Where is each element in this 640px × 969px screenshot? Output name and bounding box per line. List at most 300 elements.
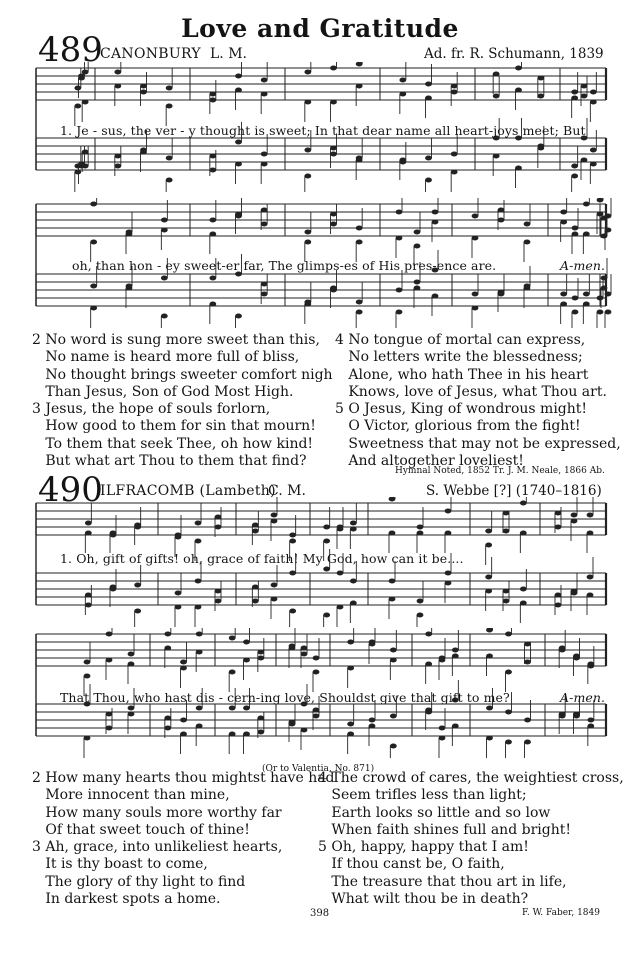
note-head (180, 732, 187, 737)
note-head (140, 84, 147, 89)
note-head (601, 286, 608, 291)
note-head (229, 670, 236, 675)
note-head (243, 732, 250, 737)
note-head (520, 601, 527, 606)
note-head (85, 531, 92, 536)
note-head (486, 736, 493, 741)
note-head (417, 531, 424, 536)
note-head (559, 646, 566, 651)
note-head (571, 90, 578, 95)
note-head (414, 280, 421, 285)
note-head (445, 581, 452, 586)
note-head (571, 513, 578, 518)
note-head (180, 718, 187, 723)
note-head (209, 168, 216, 173)
note-head (425, 632, 432, 637)
note-head (587, 662, 594, 667)
note-head (313, 670, 320, 675)
note-head (235, 140, 242, 145)
note-head (164, 726, 171, 731)
note-head (520, 501, 527, 506)
note-head (126, 232, 133, 237)
note-head (304, 302, 311, 307)
note-head (597, 310, 604, 315)
note-head (257, 730, 264, 735)
note-head (396, 288, 403, 293)
lyric-line-490-1: 1. Oh, gift of gifts! oh, grace of faith! My God, how can it be.... (60, 551, 464, 566)
note-head (85, 593, 92, 598)
note-head (134, 583, 141, 588)
note-head (524, 718, 531, 723)
note-head (195, 539, 202, 544)
note-head (261, 152, 268, 157)
note-head (590, 90, 597, 95)
note-head (271, 513, 278, 518)
note-head (166, 104, 173, 109)
note-head (128, 712, 135, 717)
page-title: Love and Gratitude (181, 14, 459, 43)
note-head (82, 100, 89, 105)
note-head (590, 100, 597, 105)
note-head (590, 148, 597, 153)
note-head (498, 290, 505, 295)
note-head (106, 712, 113, 717)
hymn-number-490: 490 (38, 470, 103, 510)
note-head (486, 628, 493, 633)
note-head (126, 286, 133, 291)
note-head (581, 84, 588, 89)
note-head (520, 531, 527, 536)
note-head (414, 244, 421, 249)
note-head (301, 646, 308, 651)
note-head (243, 706, 250, 711)
note-head (472, 292, 479, 297)
note-head (472, 236, 479, 241)
note-head (330, 222, 337, 227)
note-head (524, 740, 531, 745)
note-head (301, 728, 308, 733)
note-head (587, 724, 594, 729)
note-head (555, 525, 562, 530)
note-head (356, 62, 363, 67)
note-head (235, 162, 242, 167)
note-head (597, 212, 604, 217)
note-head (134, 523, 141, 528)
note-head (289, 646, 296, 651)
note-head (289, 609, 296, 614)
note-head (356, 300, 363, 305)
note-head (414, 286, 421, 291)
note-head (134, 609, 141, 614)
note-head (571, 519, 578, 524)
note-head (347, 640, 354, 645)
note-head (537, 94, 544, 99)
note-head (215, 525, 222, 530)
note-head (493, 94, 500, 99)
note-head (425, 82, 432, 87)
note-head (605, 310, 612, 315)
note-head (356, 84, 363, 89)
note-head (485, 543, 492, 548)
note-head (347, 722, 354, 727)
note-head (601, 216, 608, 221)
note-head (84, 660, 91, 665)
note-head (323, 567, 330, 572)
note-head (301, 652, 308, 657)
note-head (524, 660, 531, 665)
note-head (572, 310, 579, 315)
note-head (164, 646, 171, 651)
alternate-tune-note: (Or to Valentia, No. 871) (262, 764, 375, 774)
note-head (243, 658, 250, 663)
note-head (396, 236, 403, 241)
note-head (439, 736, 446, 741)
note-head (209, 154, 216, 159)
note-head (347, 666, 354, 671)
note-head (106, 658, 113, 663)
note-head (559, 712, 566, 717)
note-head (356, 240, 363, 245)
treble-staff (36, 628, 606, 696)
note-head (390, 714, 397, 719)
credit-490: F. W. Faber, 1849 (522, 908, 600, 918)
note-head (161, 228, 168, 233)
note-head (215, 599, 222, 604)
note-head (503, 529, 510, 534)
note-head (555, 603, 562, 608)
note-head (572, 226, 579, 231)
note-head (590, 162, 597, 167)
note-head (445, 531, 452, 536)
verses-right-490: 4 The crowd of cares, the weightiest cross, Seem trifles less than light; Earth looks so little and so low When faith shines full and bright! 5 Oh, happy, happy that I am! If thou canst be, O faith, The treasure that thou art in life, What wilt thou be in death? (318, 770, 624, 908)
note-head (425, 662, 432, 667)
note-head (161, 218, 168, 223)
note-head (396, 310, 403, 315)
verses-left-489: 2 No word is sung more sweet than this, No name is heard more full of bliss, No thought brings sweeter comfort nigh Than Jesus, Son of God Most High. 3 Jesus, the hope of souls forlorn, How good to them for sin that mourn! To them that seek Thee, oh how kind! But what art Thou to them that find? (32, 332, 333, 470)
note-head (78, 76, 85, 81)
note-head (583, 292, 590, 297)
note-head (555, 511, 562, 516)
note-head (597, 296, 604, 301)
note-head (229, 706, 236, 711)
note-head (605, 292, 612, 297)
note-head (166, 178, 173, 183)
composer-490: S. Webbe [?] (1740–1816) (426, 483, 602, 499)
note-head (583, 302, 590, 307)
note-head (571, 164, 578, 169)
note-head (271, 583, 278, 588)
note-head (399, 158, 406, 163)
note-head (555, 593, 562, 598)
note-head (583, 232, 590, 237)
note-head (390, 658, 397, 663)
note-head (164, 716, 171, 721)
note-head (337, 605, 344, 610)
note-head (252, 523, 259, 528)
note-head (485, 575, 492, 580)
note-head (505, 710, 512, 715)
note-head (587, 531, 594, 536)
note-head (425, 708, 432, 713)
note-head (82, 164, 89, 169)
note-head (571, 174, 578, 179)
note-head (90, 306, 97, 311)
note-head (417, 599, 424, 604)
note-head (571, 589, 578, 594)
verses-left-490: 2 How many hearts thou mightst have had More innocent than mine, How many souls more worthy far Of that sweet touch of thine! 3 Ah, grace, into unlikeliest hearts, It is thy boast to come, The glory of thy light to find In darkest spots a home. (32, 770, 335, 908)
note-head (417, 525, 424, 530)
note-head (90, 240, 97, 245)
note-head (289, 720, 296, 725)
note-head (472, 306, 479, 311)
note-head (175, 591, 182, 596)
note-head (573, 654, 580, 659)
tune-name-489: CANONBURY (100, 46, 201, 62)
note-head (313, 656, 320, 661)
note-head (503, 599, 510, 604)
note-head (452, 648, 459, 653)
note-head (605, 228, 612, 233)
note-head (257, 650, 264, 655)
note-head (414, 230, 421, 235)
note-head (209, 302, 216, 307)
note-head (350, 521, 357, 526)
note-head (439, 658, 446, 663)
note-head (503, 511, 510, 516)
note-head (215, 515, 222, 520)
note-head (209, 232, 216, 237)
note-head (560, 302, 567, 307)
note-head (601, 234, 608, 239)
note-head (175, 535, 182, 540)
note-head (515, 88, 522, 93)
note-head (161, 314, 168, 319)
note-head (330, 100, 337, 105)
note-head (106, 726, 113, 731)
note-head (451, 152, 458, 157)
note-head (243, 640, 250, 645)
note-head (271, 519, 278, 524)
note-head (503, 589, 510, 594)
note-head (369, 718, 376, 723)
note-head (485, 529, 492, 534)
note-head (252, 599, 259, 604)
note-head (235, 88, 242, 93)
note-head (350, 601, 357, 606)
amen-490: A-men. (560, 690, 606, 705)
meter-490: C. M. (268, 483, 306, 499)
note-head (304, 148, 311, 153)
note-head (432, 210, 439, 215)
note-head (84, 674, 91, 679)
note-head (505, 670, 512, 675)
note-head (347, 732, 354, 737)
note-head (390, 648, 397, 653)
amen-489: A-men. (560, 258, 606, 273)
note-head (452, 654, 459, 659)
hymn-number-489: 489 (38, 30, 103, 70)
note-head (560, 220, 567, 225)
note-head (323, 539, 330, 544)
note-head (209, 98, 216, 103)
note-head (271, 597, 278, 602)
note-head (560, 210, 567, 215)
note-head (573, 712, 580, 717)
note-head (524, 222, 531, 227)
note-head (389, 531, 396, 536)
note-head (537, 146, 544, 151)
note-head (537, 76, 544, 81)
note-head (399, 78, 406, 83)
note-head (389, 597, 396, 602)
note-head (257, 716, 264, 721)
note-head (572, 296, 579, 301)
note-head (486, 654, 493, 659)
note-head (505, 632, 512, 637)
note-head (289, 539, 296, 544)
note-head (215, 589, 222, 594)
note-head (439, 726, 446, 731)
note-head (106, 632, 113, 637)
lyric-line-489-1: 1. Je - sus, the ver - y thought is sweet; In that dear name all heart-joys meet; But (60, 123, 586, 138)
note-head (261, 92, 268, 97)
note-head (390, 744, 397, 749)
note-head (74, 104, 81, 109)
note-head (261, 222, 268, 227)
note-head (289, 571, 296, 576)
note-head (252, 585, 259, 590)
note-head (235, 314, 242, 319)
note-head (128, 652, 135, 657)
note-head (369, 642, 376, 647)
lyric-line-490-2: That Thou, who hast dis - cern-ing love, Shouldst give that gift to me? (60, 690, 510, 705)
note-head (389, 497, 396, 502)
note-head (330, 286, 337, 291)
note-head (505, 740, 512, 745)
note-head (445, 509, 452, 514)
note-head (330, 146, 337, 151)
note-head (445, 571, 452, 576)
note-head (560, 292, 567, 297)
note-head (337, 527, 344, 532)
note-head (304, 240, 311, 245)
note-head (399, 92, 406, 97)
note-head (323, 613, 330, 618)
composer-489: Ad. fr. R. Schumann, 1839 (424, 46, 604, 62)
note-head (587, 718, 594, 723)
note-head (572, 232, 579, 237)
page-number: 398 (310, 908, 330, 919)
note-head (587, 593, 594, 598)
note-head (114, 70, 121, 75)
note-head (235, 74, 242, 79)
note-head (252, 529, 259, 534)
note-head (257, 656, 264, 661)
note-head (472, 214, 479, 219)
note-head (417, 613, 424, 618)
note-head (323, 525, 330, 530)
note-head (524, 642, 531, 647)
note-head (128, 706, 135, 711)
note-head (581, 158, 588, 163)
note-head (114, 154, 121, 159)
note-head (195, 605, 202, 610)
note-head (110, 531, 117, 536)
credit-489: Hymnal Noted, 1852 Tr. J. M. Neale, 1866 Ab. (395, 466, 605, 476)
note-head (524, 240, 531, 245)
note-head (451, 170, 458, 175)
note-head (304, 230, 311, 235)
note-head (195, 579, 202, 584)
note-head (261, 162, 268, 167)
note-head (498, 218, 505, 223)
note-head (85, 603, 92, 608)
note-head (583, 202, 590, 207)
note-head (369, 724, 376, 729)
note-head (425, 178, 432, 183)
note-head (493, 72, 500, 77)
note-head (90, 284, 97, 289)
note-head (196, 724, 203, 729)
note-head (82, 150, 89, 155)
note-head (313, 714, 320, 719)
note-head (261, 78, 268, 83)
note-head (313, 708, 320, 713)
note-head (515, 66, 522, 71)
note-head (389, 579, 396, 584)
note-head (209, 218, 216, 223)
note-head (114, 164, 121, 169)
note-head (90, 202, 97, 207)
note-head (114, 84, 121, 89)
note-head (356, 158, 363, 163)
note-head (74, 86, 81, 91)
note-head (74, 170, 81, 175)
note-head (140, 150, 147, 155)
note-head (337, 571, 344, 576)
note-head (350, 579, 357, 584)
note-head (571, 96, 578, 101)
note-head (229, 636, 236, 641)
note-head (425, 96, 432, 101)
meter-489: L. M. (210, 46, 247, 62)
note-head (520, 587, 527, 592)
note-head (515, 166, 522, 171)
note-head (581, 94, 588, 99)
note-head (356, 310, 363, 315)
note-head (261, 292, 268, 297)
note-head (140, 90, 147, 95)
note-head (161, 276, 168, 281)
note-head (209, 92, 216, 97)
note-head (289, 533, 296, 538)
note-head (128, 662, 135, 667)
lyric-line-489-2: oh, than hon - ey sweet-er far, The glimps-es of His pres-ence are. (72, 258, 497, 273)
tune-name-490: ILFRACOMB (Lambeth) (100, 483, 276, 499)
note-head (180, 660, 187, 665)
note-head (485, 589, 492, 594)
note-head (587, 513, 594, 518)
note-head (304, 100, 311, 105)
note-head (304, 70, 311, 75)
note-head (85, 521, 92, 526)
note-head (166, 86, 173, 91)
note-head (175, 605, 182, 610)
note-head (498, 208, 505, 213)
note-head (452, 724, 459, 729)
note-head (164, 632, 171, 637)
note-head (330, 66, 337, 71)
